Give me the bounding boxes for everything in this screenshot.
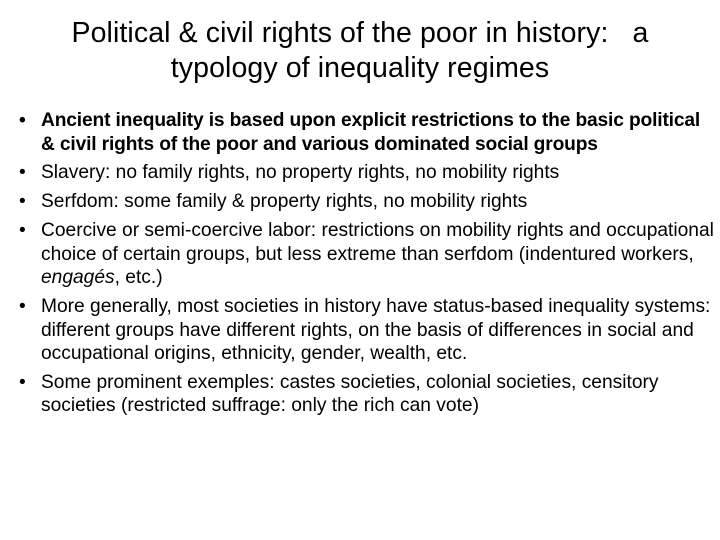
bullet-item	[18, 161, 714, 185]
bullet-text: , etc.)	[114, 267, 163, 289]
bullet-text: Serfdom: some family & property rights, no mobility rights	[41, 191, 528, 213]
bullet-marker: •	[19, 162, 26, 184]
bullet-marker: •	[19, 191, 26, 213]
bullet-marker: •	[19, 110, 26, 131]
bullet-text: Coercive or semi-coercive labor: restrictions on mobility rights and occupational choice of certain groups, but less extreme than serfdom (indentured workers,	[41, 219, 714, 265]
bullet-item	[18, 190, 714, 214]
bullet-text: engagés	[41, 267, 115, 289]
bullet-marker: •	[19, 295, 26, 317]
bullet-text: Slavery: no family rights, no property rights, no mobility rights	[41, 162, 560, 184]
slide-title-line-1: Political & civil rights of the poor in history: a	[71, 17, 649, 49]
bullet-item	[18, 371, 714, 418]
slide-title-line-2: typology of inequality regimes	[170, 52, 550, 84]
bullet-text: Ancient inequality is based upon explicit restrictions to the basic political & civil rights of the poor and various dominated social groups	[41, 110, 701, 155]
bullet-item	[18, 109, 714, 156]
bullet-text: Some prominent exemples: castes societies, colonial societies, censitory societies (restricted suffrage: only the rich can vote)	[41, 371, 659, 417]
slide-title	[10, 16, 710, 86]
bullet-item	[18, 295, 714, 366]
bullet-text: More generally, most societies in history have status-based inequality systems: different groups have different rights, on the basis of differences in social and occupational origins, ethnicity, gender, wealth, etc.	[41, 295, 711, 365]
bullet-item	[18, 219, 714, 290]
bullet-list	[18, 109, 714, 423]
bullet-marker: •	[19, 219, 26, 241]
bullet-marker: •	[19, 371, 26, 393]
